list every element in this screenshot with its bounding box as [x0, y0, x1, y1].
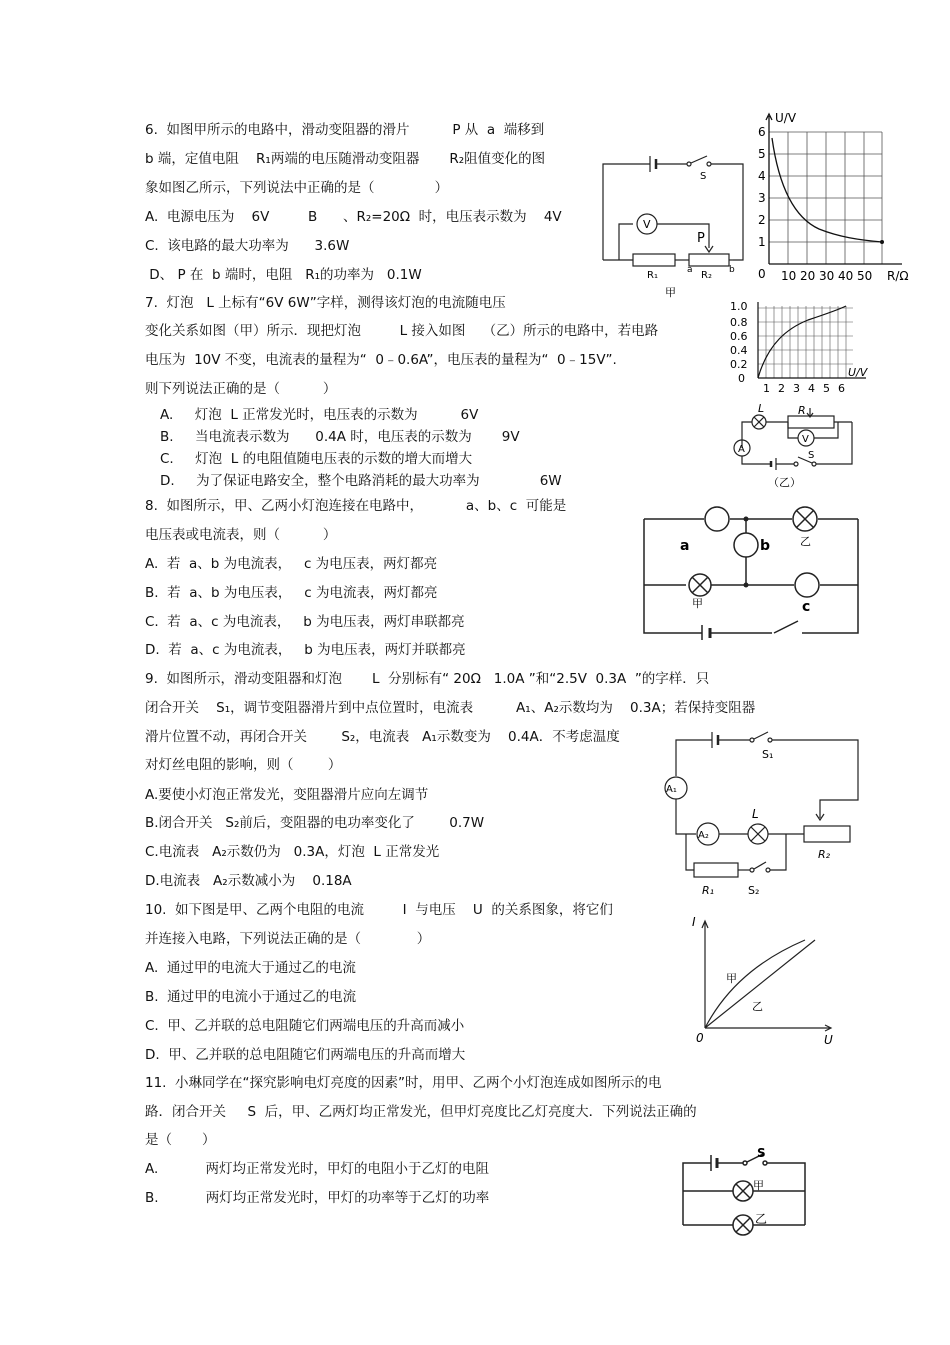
q6-graph-ytick: 2 — [758, 213, 766, 227]
q7-graph-ytick: 0.8 — [730, 316, 748, 329]
q6-caption-jia: 甲 — [665, 286, 676, 299]
q7-line2: 变化关系如图（甲）所示．现把灯泡 L 接入如图 （乙）所示的电路中，若电路 — [145, 323, 659, 339]
q6-graph-ytick: 6 — [758, 125, 766, 139]
q6-graph-xlabel: R/Ω — [887, 269, 909, 283]
q10-option-c: C. 甲、乙并联的总电阻随它们两端电压的升高而减小 — [145, 1018, 465, 1034]
q9-circuit-figure — [660, 728, 870, 900]
q9-line3: 滑片位置不动，再闭合开关 S₂，电流表 A₁示数变为 0.4A．不考虑温度 — [145, 729, 620, 745]
q10-curve-jia: 甲 — [726, 972, 737, 985]
q6-line2: b 端，定值电阻 R₁两端的电压随滑动变阻器 R₂阻值变化的图 — [145, 151, 546, 167]
q11-option-b: B. 两灯均正常发光时，甲灯的功率等于乙灯的功率 — [145, 1190, 490, 1206]
q6-graph-figure — [757, 108, 917, 288]
q9-option-b: B.闭合开关 S₂前后，变阻器的电功率变化了 0.7W — [145, 815, 485, 831]
q10-option-d: D. 甲、乙并联的总电阻随它们两端电压的升高而增大 — [145, 1047, 466, 1063]
q6-r2-label: R₂ — [701, 270, 712, 281]
q8-line2: 电压表或电流表，则（ ） — [145, 527, 337, 543]
q7-lamp-label: L — [758, 402, 765, 415]
q9-s2-label: S₂ — [748, 884, 760, 897]
q8-meter-b-label: b — [760, 538, 771, 554]
q10-axis-u: U — [824, 1033, 833, 1045]
q11-option-a: A. 两灯均正常发光时，甲灯的电阻小于乙灯的电阻 — [145, 1161, 489, 1177]
q6-option-d: D、 P 在 b 端时，电阻 R₁的功率为 0.1W — [145, 267, 422, 283]
q6-r1-label: R₁ — [647, 270, 658, 281]
q8-lamp-yi-label: 乙 — [800, 535, 811, 548]
q8-option-b: B. 若 a、b 为电压表， c 为电流表，两灯都亮 — [145, 585, 438, 601]
q7-graph-xtick: 5 — [823, 382, 830, 395]
q11-line3: 是（ ） — [145, 1132, 216, 1148]
q9-line2: 闭合开关 S₁，调节变阻器滑片到中点位置时，电流表 A₁、A₂示数均为 0.3A；若保持变阻器 — [145, 700, 756, 716]
q6-graph-xtick: 30 — [819, 269, 835, 283]
q6-graph-xtick: 50 — [857, 269, 873, 283]
q7-graph-ytick: 0.4 — [730, 344, 748, 357]
q6-circuit-figure — [595, 150, 755, 300]
q6-a-label: a — [687, 265, 693, 275]
q7-line4: 则下列说法正确的是（ ） — [145, 381, 337, 397]
q6-option-c: C. 该电路的最大功率为 3.6W — [145, 238, 350, 254]
q6-graph-ytick: 3 — [758, 191, 766, 205]
q7-line1: 7. 灯泡 L 上标有“6V 6W”字样，测得该灯泡的电流随电压 — [145, 295, 506, 311]
q7-graph-xtick: 4 — [808, 382, 815, 395]
q6-graph-ytick: 0 — [758, 267, 766, 281]
q7-graph-xlabel: U/V — [848, 366, 868, 379]
q7-caption-yi: （乙） — [768, 476, 801, 489]
q6-line1: 6. 如图甲所示的电路中，滑动变阻器的滑片 P 从 a 端移到 — [145, 122, 545, 138]
q7-graph-ytick: 1.0 — [730, 300, 748, 313]
q9-lamp-label: L — [752, 807, 759, 821]
q8-meter-a-label: a — [680, 538, 690, 554]
q10-axis-i: I — [692, 915, 696, 929]
q6-graph-ytick: 4 — [758, 169, 766, 183]
q7-graph-ytick: 0.6 — [730, 330, 748, 343]
q7-ammeter-label: A — [738, 444, 745, 455]
q10-option-b: B. 通过甲的电流小于通过乙的电流 — [145, 989, 357, 1005]
q11-switch-label: S — [757, 1146, 766, 1160]
q7-graph-xtick: 1 — [763, 382, 770, 395]
q6-switch-label: S — [700, 171, 707, 182]
q7-graph-xtick: 2 — [778, 382, 785, 395]
q7-graph-ytick: 0 — [738, 372, 745, 385]
q6-graph-ytick: 5 — [758, 147, 766, 161]
q8-option-d: D. 若 a、c 为电流表， b 为电压表，两灯并联都亮 — [145, 642, 466, 658]
q9-s1-label: S₁ — [762, 748, 774, 761]
q8-option-c: C. 若 a、c 为电流表， b 为电压表，两灯串联都亮 — [145, 614, 465, 630]
q10-line2: 并连接入电路，下列说法正确的是（ ） — [145, 931, 431, 947]
q6-graph-ylabel: U/V — [775, 111, 797, 125]
q7-graph-xtick: 6 — [838, 382, 845, 395]
q7-graph-xtick: 3 — [793, 382, 800, 395]
q7-graph-figure — [728, 298, 878, 398]
q6-slider-label: P — [697, 231, 705, 246]
q10-line1: 10. 如下图是甲、乙两个电阻的电流 I 与电压 U 的关系图象，将它们 — [145, 902, 613, 918]
q11-lamp-yi-label: 乙 — [755, 1212, 768, 1226]
q8-option-a: A. 若 a、b 为电流表， c 为电压表，两灯都亮 — [145, 556, 438, 572]
q6-option-a-b: A. 电源电压为 6V B 、R₂=20Ω 时，电压表示数为 4V — [145, 209, 562, 225]
q10-option-a: A. 通过甲的电流大于通过乙的电流 — [145, 960, 356, 976]
q9-option-a: A.要使小灯泡正常发光，变阻器滑片应向左调节 — [145, 787, 429, 803]
q7-circuit-figure — [728, 400, 858, 490]
q7-option-d: D. 为了保证电路安全，整个电路消耗的最大功率为 6W — [160, 473, 562, 489]
q9-a2-label: A₂ — [698, 830, 709, 841]
q7-rheostat-label: R — [798, 404, 806, 417]
q7-switch-label: S — [808, 450, 815, 461]
q9-r1-label: R₁ — [702, 884, 715, 897]
q6-graph-ytick: 1 — [758, 235, 766, 249]
q8-lamp-jia-label: 甲 — [692, 597, 703, 610]
q6-line3: 象如图乙所示，下列说法中正确的是（ ） — [145, 180, 449, 196]
q6-graph-xtick: 10 — [781, 269, 797, 283]
q9-option-c: C.电流表 A₂示数仍为 0.3A，灯泡 L 正常发光 — [145, 844, 440, 860]
q10-graph-figure — [690, 910, 840, 1045]
q9-option-d: D.电流表 A₂示数减小为 0.18A — [145, 873, 352, 889]
q11-line1: 11. 小琳同学在“探究影响电灯亮度的因素”时，用甲、乙两个小灯泡连成如图所示的电 — [145, 1075, 662, 1091]
q6-graph-xtick: 40 — [838, 269, 854, 283]
q10-origin: 0 — [696, 1031, 704, 1045]
q9-r2-label: R₂ — [818, 848, 831, 861]
q6-voltmeter-label: V — [643, 218, 651, 231]
q7-option-a: A. 灯泡 L 正常发光时，电压表的示数为 6V — [160, 407, 479, 423]
q7-option-c: C. 灯泡 L 的电阻值随电压表的示数的增大而增大 — [160, 451, 473, 467]
q9-line1: 9. 如图所示，滑动变阻器和灯泡 L 分别标有“ 20Ω 1.0A ”和“2.5V 0.3A ”的字样．只 — [145, 671, 710, 687]
q8-line1: 8. 如图所示，甲、乙两小灯泡连接在电路中， a、b、c 可能是 — [145, 498, 567, 514]
q9-line4: 对灯丝电阻的影响，则（ ） — [145, 757, 342, 773]
q10-curve-yi: 乙 — [752, 1000, 763, 1013]
q8-circuit-figure — [640, 505, 865, 640]
q7-option-b: B. 当电流表示数为 0.4A 时，电压表的示数为 9V — [160, 429, 520, 445]
q8-meter-c-label: c — [802, 599, 811, 615]
q7-line3: 电压为 10V 不变，电流表的量程为“ 0﹣0.6A”，电压表的量程为“ 0﹣15V”. — [145, 352, 617, 368]
q7-graph-ytick: 0.2 — [730, 358, 748, 371]
q7-voltmeter-label: V — [802, 434, 809, 445]
q11-lamp-jia-label: 甲 — [753, 1179, 764, 1192]
q9-a1-label: A₁ — [666, 784, 677, 795]
q11-line2: 路．闭合开关 S 后，甲、乙两灯均正常发光，但甲灯亮度比乙灯亮度大．下列说法正确的 — [145, 1104, 697, 1120]
q6-b-label: b — [729, 265, 735, 275]
q6-graph-xtick: 20 — [800, 269, 816, 283]
q11-circuit-figure — [675, 1143, 815, 1238]
